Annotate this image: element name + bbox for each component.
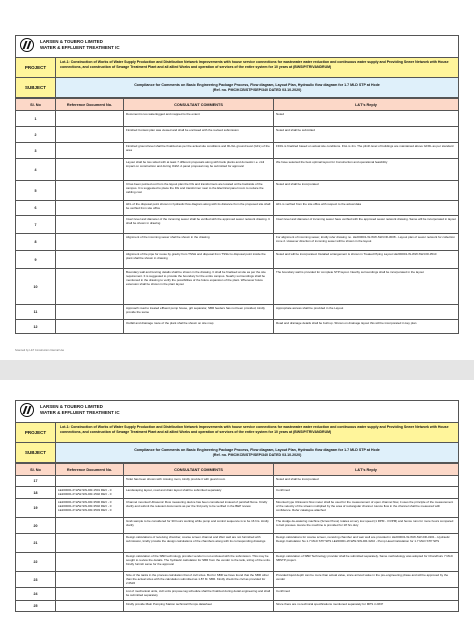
column-header-row (16, 464, 459, 476)
row-number: 20 (16, 518, 56, 534)
table-row (16, 534, 459, 553)
table-row (16, 159, 459, 181)
row-comment: Approach road to treated effluent pump house, grit separator, SBR feeders has not been provided, kindly provide the same (124, 305, 274, 320)
row-comment: Document is too waterlogged and mapped to the extent (124, 111, 274, 127)
row-reference: LE200001-P-WW-SW-DR-3500 REV - 0 LE200001-P-WW-SW-DR-3502 REV - 0 LE200001-P-WW-SW-DR-3503 REV - 0 (56, 499, 124, 518)
lt-logo-icon (20, 403, 34, 417)
col-header-comment: CONSULTANT COMMENTS (124, 99, 274, 111)
row-comment: Finished Contest plan was viewed and shall be enclosed with the revised submission (124, 127, 274, 143)
row-number: 10 (16, 269, 56, 305)
row-reply: Provided liquid depth can be more than actual value, since arrived value in the pre-engineering phase and will be approved by the vendor (274, 572, 459, 588)
table-row (16, 518, 459, 534)
row-comment: It has been pointed out from the layout plan the DG and transformers are located at the backside of the campus. It is suggested to place the DG and transformer near to the Electrical panel room to reduce the cabling cost (124, 181, 274, 201)
subject-label: SUBJECT (16, 443, 56, 463)
table-row (16, 553, 459, 572)
footnote: Scanned by L&T Construction Internal Use (15, 349, 65, 352)
table-row (16, 201, 459, 216)
page2-content (15, 400, 459, 612)
lt-logo-icon (20, 38, 34, 52)
comments-table-1 (15, 98, 459, 334)
row-number: 8 (16, 234, 56, 251)
row-reply: Noted and shall be incorporated (274, 476, 459, 487)
table-row (16, 305, 459, 320)
row-reference (56, 127, 124, 143)
row-reference (56, 601, 124, 612)
row-number: 23 (16, 572, 56, 588)
row-comment: HFL of the disposal point shown in hydraulic flow diagram along with its distance from the proposed site shall be verified from site office (124, 201, 274, 216)
company-name: LARSEN & TOUBRO LIMITED WATER & EFFLUENT TREATMENT IC (40, 404, 120, 415)
row-reference (56, 143, 124, 159)
row-reply: The boundary wall is provided for complete STP layout. Nearby surroundings shall be incorporated in the layout (274, 269, 459, 305)
col-header-comment: CONSULTANT COMMENTS (124, 464, 274, 476)
row-reply: HFL is verified from the site office with respect to the actual data (274, 201, 459, 216)
row-comment: Channel mounted Ultrasonic Flow measuring device has been considered instead of parshall flume. Kindly clarify and submit the relevant documents as per the 3rd party to be verified in the BEP review (124, 499, 274, 518)
col-header-no: Sl. No (16, 464, 56, 476)
subject-label: SUBJECT (16, 78, 56, 98)
row-comment: Finished ground level shall be finalized as per the actual site conditions and RL/GL ground level (GFL) of the area (124, 143, 274, 159)
row-reference (56, 320, 124, 334)
row-reply: Confirmed (274, 487, 459, 499)
col-header-reply: L&T's Reply (274, 99, 459, 111)
table-row (16, 216, 459, 234)
table-row (16, 487, 459, 499)
row-reply: We have selected the best optimal layout for Construction and operational feasibility (274, 159, 459, 181)
row-comment: Layout shall be two sided with at least 7 different proposals along with bank plants and domestic i.e. civil impact on construction and during O&M. A panel proposal may be submitted for approval (124, 159, 274, 181)
row-number: 19 (16, 499, 56, 518)
row-reference (56, 234, 124, 251)
row-number: 7 (16, 216, 56, 234)
row-comment: Outfall and drainage route of the plant shall be shown on site map (124, 320, 274, 334)
col-header-no: Sl. No (16, 99, 56, 111)
row-comment: Invert level and diameter of the incoming sewer shall be verified with the approved sewer network drawing. It shall be shown in drawing (124, 216, 274, 234)
row-comment: List of mechanical units, civil units propose tag schedule shall be finalized during detail engineering and shall be submitted separately (124, 588, 274, 601)
row-reference (56, 534, 124, 553)
col-header-ref: Reference Document No. (56, 464, 124, 476)
row-reply: For alignment of incoming sewer, kindly refer drawing no. LE200001-W-WW-SW-DR-3008 - Layout plan of sewer network for collection zone 2. However direction of incoming sewer will be shown in the layout (274, 234, 459, 251)
table-row (16, 251, 459, 269)
subject-text: Compliance for Comments on Basic Engineering Package Process, Flow diagram, Layout Plan, Hydraulic flow diagram for 1.7 MLD STP at Hcde (Ref. no. PMC/KCB/STP/SEP/340 DATED 03.10.2020) (56, 443, 459, 463)
row-comment: Toilet has been shown with missing room, kindly provide it with guard room (124, 476, 274, 487)
company-name: LARSEN & TOUBRO LIMITED WATER & EFFLUENT TREATMENT IC (40, 39, 120, 50)
row-reference (56, 588, 124, 601)
project-label: PROJECT (16, 58, 56, 78)
row-reply: Mounted type Ultrasonic flow meter shall be used for the measurement of open channel flow, it uses the principle of the measurement of the velocity of the stream multiplied by the area of rectangular channel. Hence flow in the channel shall be measured with confidence. Refer catalogue attached (274, 499, 459, 518)
row-reference (56, 305, 124, 320)
document-page-2 (0, 380, 474, 632)
row-comment: Alignment of the incoming sewer shall be shown in the drawing (124, 234, 274, 251)
row-reference (56, 181, 124, 201)
row-reference (56, 216, 124, 234)
row-number: 4 (16, 159, 56, 181)
row-number: 2 (16, 127, 56, 143)
row-reference (56, 251, 124, 269)
row-comment: Grab sample to be considered for 30 hours working while pump and control sequence is to be 16 hrs. kindly clarify (124, 518, 274, 534)
header-logo-cell (16, 36, 459, 58)
row-reply: Design calculations for coarse screen, receiving chamber and weir well are provided in LE200001-W-WW-SW-DR-3201 - Hydraulic Design Calculation No 1.7 MLD STP SPS LE200001-W-WW-SW-DR-3202 - Pump Head Calculation for 1.7 MLD STP SPS (274, 534, 459, 553)
row-number: 9 (16, 251, 56, 269)
table-row (16, 572, 459, 588)
row-reference (56, 269, 124, 305)
column-header-row (16, 99, 459, 111)
table-row (16, 143, 459, 159)
row-reply: Since there are no technical specifications mentioned separately for MPS in RFP (274, 601, 459, 612)
table-row (16, 111, 459, 127)
col-header-ref: Reference Document No. (56, 99, 124, 111)
row-reference (56, 476, 124, 487)
row-reply: FFRL is finalized based on actual site conditions. FGL is 4m. The plinth level of buildings are maintained above GFRL as per standard (274, 143, 459, 159)
subject-text: Compliance for Comments on Basic Engineering Package Process, Flow diagram, Layout Plan, Hydraulic flow diagram for 1.7 MLD STP at Hcde (Ref. no. PMC/KCB/STP/SEP/340 DATED 03.10.2020) (56, 78, 459, 98)
table-row (16, 269, 459, 305)
row-number: 11 (16, 305, 56, 320)
table-row (16, 499, 459, 518)
row-comment: Design calculations of receiving chamber, coarse screen channel and Weir well are not furnished with submission, kindly provide the design calculations of the chambers along with its corresponding drawings (124, 534, 274, 553)
row-reference: LE200001-P-WW-SW-DR-1501 REV - 0 LE200001-P-WW-SW-DR-1502 REV - 0 (56, 487, 124, 499)
row-comment: Alignment of the pipe for reuse by gravity from TSSH and disposal from TSSH to disposal point inside the plant shall be shown in drawing (124, 251, 274, 269)
project-text: Lot-1: Construction of Works of Water Supply Production and Distribution Network Improvements with house service connections for wastewater water reduction and continuous water supply and Providing Sewer Network with House connections, and construction of Sewage Treatment Plant and all allied Works and operation of services of the entire system for 10 years at (BWSIP/TRIVANDRUM) (56, 58, 459, 78)
row-number: 5 (16, 181, 56, 201)
table-row (16, 181, 459, 201)
row-reply: Road and drainage details shall be built up. Shown on drainage layout this will be incorporated in key plan (274, 320, 459, 334)
row-comment: Design calculation of the SBR technology provider vendor is not enclosed with the submission. This may be sought to review the details. The hydraulic calculation for SBR from the vendor to the tank, sizing of the units. Kindly furnish same for the approval (124, 553, 274, 572)
row-comment: Boundary wall and fencing details shall be shown in the drawing. It shall be finalised at site as per the site requirement. It is suggested to provide the boundary for the entire campus. Nearby surroundings shall be mentioned in the drawing to verify the possibilities of the future expansion of the plant. Whenever future extension shall be shown in the plant layout (124, 269, 274, 305)
row-number: 24 (16, 588, 56, 601)
row-reply: Noted (274, 111, 459, 127)
row-reference (56, 159, 124, 181)
row-comment: Size of the tanks in the process calculation that of civil sizes. But for SBR we have found that the SBR other than the actual sizes with the calculation submitted as 1.87 M. SBR. Kindly check the civil as provided for 2.0M/d (124, 572, 274, 588)
page1-content (15, 35, 459, 334)
table-row (16, 127, 459, 143)
row-number: 18 (16, 487, 56, 499)
header-logo-cell (16, 401, 459, 423)
header-table (15, 35, 459, 98)
row-reply: Noted and will be incorporated. Detailed arrangement is shown in Treated Piping Layout LE200001-W-WW-SW-DR-3510 (274, 251, 459, 269)
row-reply: Confirmed (274, 588, 459, 601)
table-row (16, 234, 459, 251)
row-reply: Design calculation of SBR Technology provider shall be submitted separately. Same methodology was adopted for Chandhuru 7 MLD SBSTP project. (274, 553, 459, 572)
row-reference (56, 572, 124, 588)
row-reference (56, 201, 124, 216)
row-number: 6 (16, 201, 56, 216)
row-number: 21 (16, 534, 56, 553)
project-text: Lot-1: Construction of Works of Water Supply Production and Distribution Network Improvements with house service connections for wastewater water reduction and continuous water supply and Providing Sewer Network with House connections, and construction of Sewage Treatment Plant and all allied Works and operation of services of the entire system for 10 years at (BWSIP/TRIVANDRUM) (56, 423, 459, 443)
table-row (16, 320, 459, 334)
row-number: 1 (16, 111, 56, 127)
project-label: PROJECT (16, 423, 56, 443)
row-reply: Noted and shall be incorporated (274, 181, 459, 201)
header-table-2 (15, 400, 459, 463)
row-reference (56, 518, 124, 534)
row-reply: Noted and shall be submitted (274, 127, 459, 143)
table-row (16, 476, 459, 487)
row-reply: The sludge de-watering machine (Screw Press) rotates at very low speed (1 RPM - 3 RPM) and hence runs for more hours compared to belt presses. Hence the machine is provided for 18 hrs duty (274, 518, 459, 534)
comments-table-2 (15, 463, 459, 612)
row-reference (56, 553, 124, 572)
row-number: 22 (16, 553, 56, 572)
row-number: 3 (16, 143, 56, 159)
row-reply: Appropriate access shall be provided in the Layout (274, 305, 459, 320)
col-header-reply: L&T's Reply (274, 464, 459, 476)
row-comment: Landscaping layout, road and drain layout shall be submitted separately (124, 487, 274, 499)
row-number: 25 (16, 601, 56, 612)
row-reply: Invert level and diameter of incoming sewer have verified with the approved sewer network drawing. Same will be incorporated in layout (274, 216, 459, 234)
row-number: 12 (16, 320, 56, 334)
row-number: 17 (16, 476, 56, 487)
row-reference (56, 111, 124, 127)
table-row (16, 588, 459, 601)
row-comment: Kindly provide Main Pumping Station technical Pumps datasheet (124, 601, 274, 612)
table-row (16, 601, 459, 612)
